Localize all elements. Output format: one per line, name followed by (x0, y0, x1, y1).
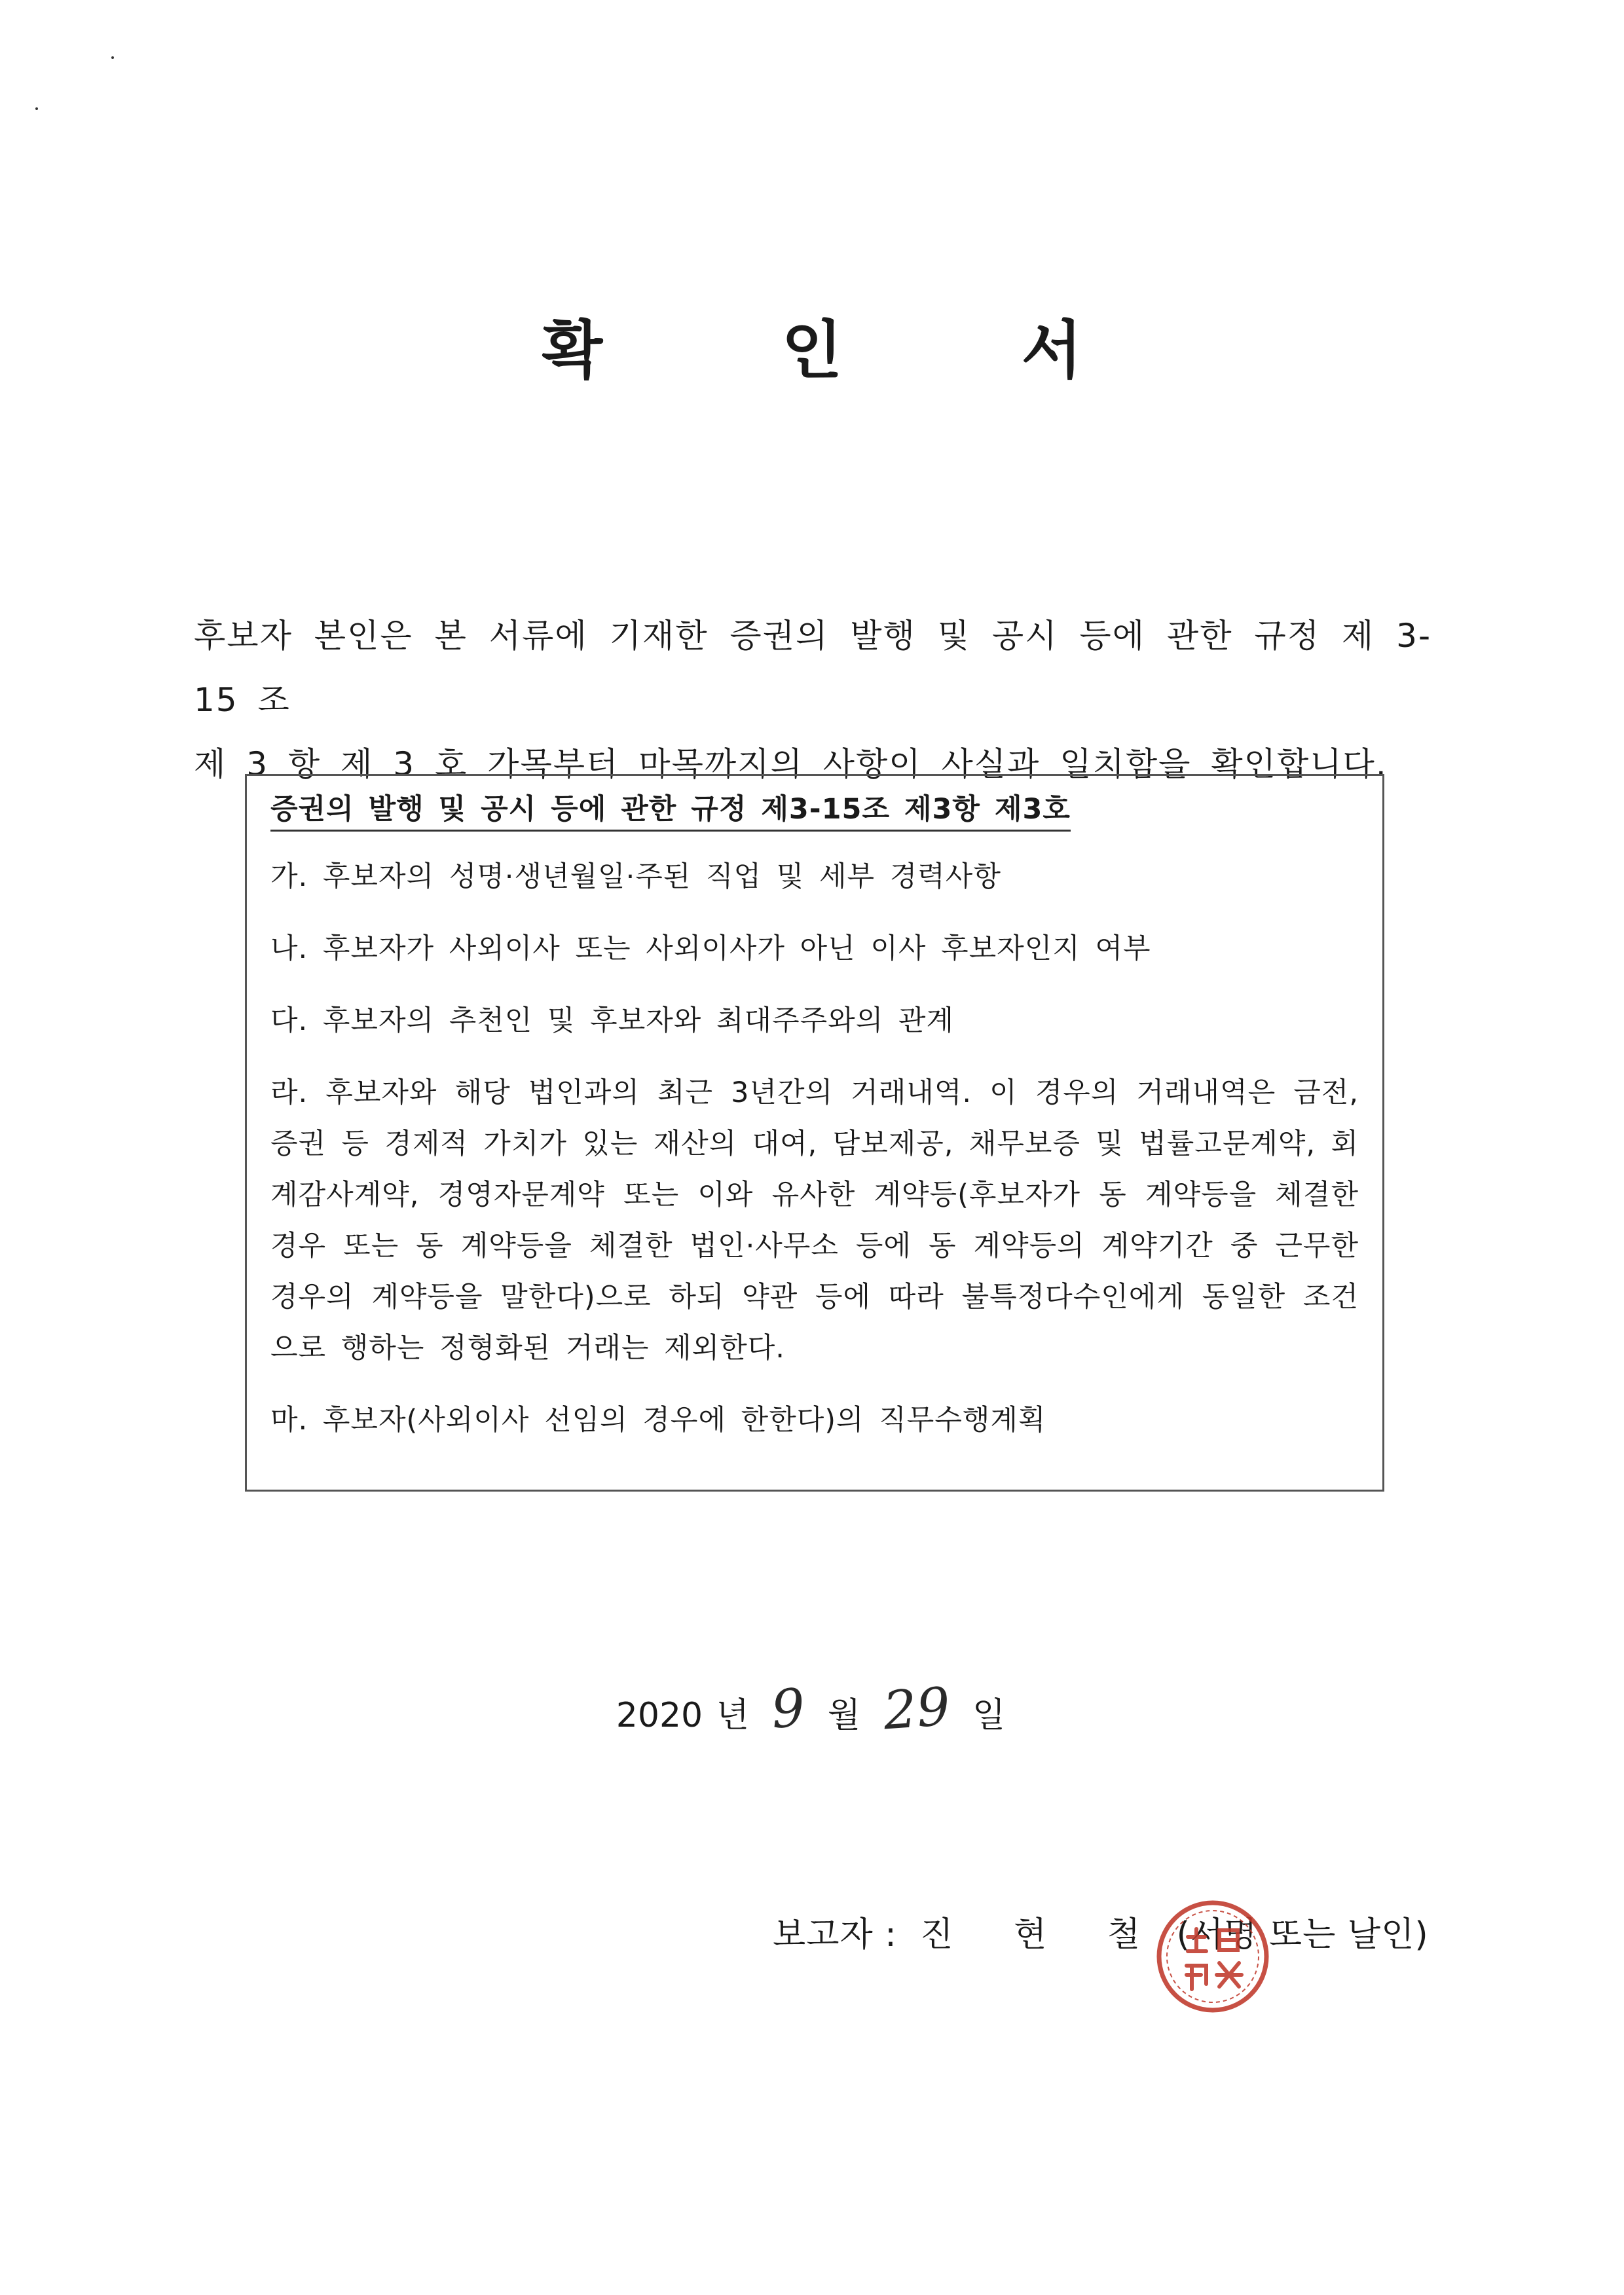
regulation-item-na: 나. 후보자가 사외이사 또는 사외이사가 아닌 이사 후보자인지 여부 (270, 932, 1151, 965)
regulation-item-ma: 마. 후보자(사외이사 선임의 경우에 한한다)의 직무수행계획 (270, 1404, 1046, 1437)
document-title: 확 인 서 (542, 314, 1161, 387)
statement-line-1: 후보자 본인은 본 서류에 기재한 증권의 발행 및 공시 등에 관한 규정 제 3-15 조 (194, 617, 1431, 719)
reporter-label: 보고자 : (773, 1915, 897, 1955)
scan-speck (35, 107, 38, 110)
date-year-label: 년 (716, 1696, 749, 1735)
reporter-name: 진 현 철 (920, 1915, 1166, 1955)
reporter-signature-line (773, 1905, 1429, 1964)
date-year: 2020 (616, 1696, 703, 1735)
regulation-box (245, 774, 1384, 1492)
date-month-handwritten: 9 (769, 1677, 807, 1740)
signature-note: (서명 또는 날인) (1176, 1915, 1429, 1955)
red-seal-stamp (1154, 1898, 1272, 2015)
regulation-item-ga: 가. 후보자의 성명·생년월일·주된 직업 및 세부 경력사항 (270, 860, 1001, 893)
signing-date (0, 1676, 1624, 1748)
date-day-label: 일 (972, 1696, 1006, 1735)
date-month-label: 월 (827, 1696, 861, 1735)
regulation-heading: 증권의 발행 및 공시 등에 관한 규정 제3-15조 제3항 제3호 (270, 790, 1071, 832)
confirmation-statement (194, 604, 1431, 796)
scan-speck (111, 56, 114, 59)
regulation-item-ra: 라. 후보자와 해당 법인과의 최근 3년간의 거래내역. 이 경우의 거래내역은 금전, 증권 등 경제적 가치가 있는 재산의 대여, 담보제공, 채무보증 및 법률고문계약, 회계감사계약, 경영자문계약 또는 이와 유사한 계약등(후보자가 동 계약등을 체결한 경우 또는 동 계약등을 체결한 법인·사무소 등에 동 계약등의 계약기간 중 근무한 경우의 계약등을 말한다)으로 하되 약관 등에 따라 불특정다수인에게 동일한 조건으로 행하는 정형화된 거래는 제외한다. (270, 1076, 1359, 1365)
regulation-item-da: 다. 후보자의 추천인 및 후보자와 최대주주와의 관계 (270, 1004, 954, 1037)
statement-line-2: 제 3 항 제 3 호 가목부터 마목까지의 사항이 사실과 일치함을 확인합니다. (194, 745, 1388, 783)
date-day-handwritten: 29 (881, 1676, 952, 1742)
